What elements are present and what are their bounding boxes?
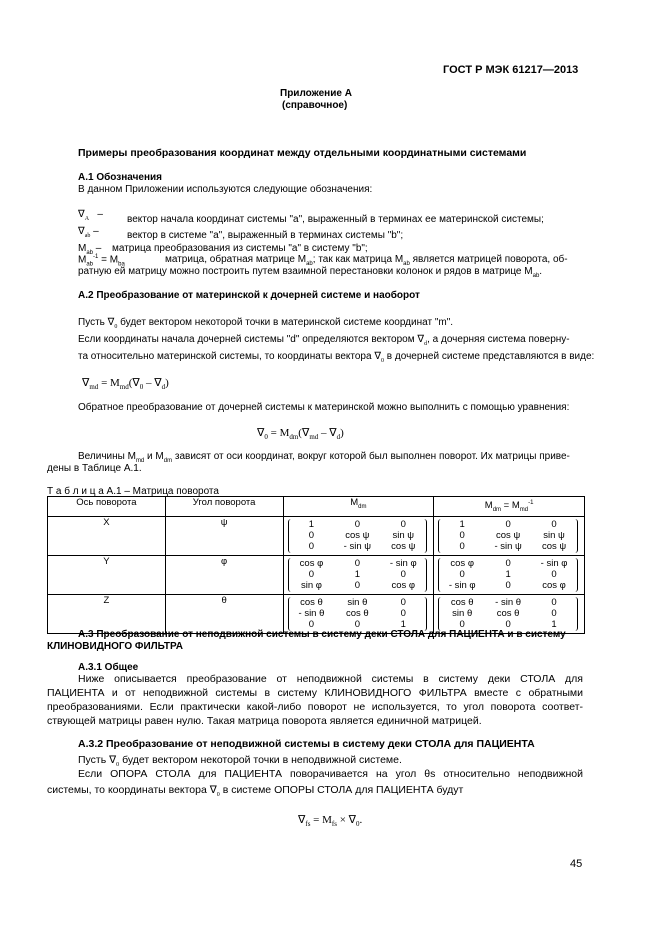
matrix-cell: sin θ [452, 608, 473, 620]
matrix-cell: 0 [551, 597, 557, 609]
document-id: ГОСТ Р МЭК 61217—2013 [443, 64, 579, 76]
matrix-cell: 0 [551, 569, 557, 581]
main-title: Примеры преобразования координат между отдельными координатными системами [78, 147, 527, 159]
rotation-table [47, 496, 585, 634]
a31-line3: преобразованиями. Если практически какой-либо поворот не используется, то угол поворота соответ- [47, 701, 583, 713]
axis-cell: Z [48, 595, 166, 634]
matrix-cell: cos φ [299, 558, 324, 570]
def2-symbol: $\nabla_{ab}$ – [78, 226, 99, 239]
section-a3-heading-2: КЛИНОВИДНОГО ФИЛЬТРА [47, 641, 183, 652]
equation-3: $\nabla_{fs} = M_{fs} \times \nabla_0$. [298, 814, 363, 829]
header-axis: Ось поворота [48, 497, 166, 517]
matrix-cell: cos ψ [345, 530, 370, 542]
matrix-cell: 0 [308, 541, 315, 553]
matrix-cell: cos φ [391, 580, 416, 592]
axis-cell: Y [48, 556, 166, 595]
def2-text: вектор в системе "a", выраженный в терминах системы "b"; [127, 230, 404, 241]
matrix-cell: sin ψ [392, 530, 415, 542]
def1-symbol: $\nabla_A$ – [78, 209, 103, 222]
matrix-cell: 1 [308, 519, 315, 531]
section-a1-intro: В данном Приложении используются следующие обозначения: [78, 184, 373, 195]
matrix-cell: 0 [400, 569, 406, 581]
matrix-cell: 0 [459, 541, 465, 553]
mdm-inverse-cell [434, 556, 585, 595]
matrix-cell: - sin φ [448, 580, 476, 592]
section-a31-heading: А.3.1 Общее [78, 662, 139, 673]
a2-p2a: Если координаты начала дочерней системы "d" определяются вектором $\nabla_d$, а дочерняя система поверну- [78, 334, 570, 347]
matrix-cell: 0 [551, 608, 557, 620]
matrix-cell: cos θ [450, 597, 474, 609]
table-row [48, 517, 585, 556]
matrix-cell: 0 [354, 580, 360, 592]
def4-symbol: $M_{ab}^{-1} = M_{ba}$ [78, 254, 125, 268]
matrix-cell: 0 [308, 569, 315, 581]
matrix-cell: cos ψ [541, 541, 567, 553]
matrix-cell: 1 [400, 619, 406, 631]
mdm-inverse-matrix [438, 597, 578, 631]
matrix-cell: 0 [551, 519, 557, 531]
equation-2: $\nabla_0 = M_{dm}(\nabla_{md} - \nabla_d)$ [257, 427, 344, 442]
a32-p2b: системы, то координаты вектора $\nabla_0$ в системе ОПОРЫ СТОЛА для ПАЦИЕНТА будут [47, 784, 464, 799]
matrix-cell: cos φ [450, 558, 474, 570]
table-row [48, 556, 585, 595]
def4-text: матрица, обратная матрице $M_{ab}$; так как матрица $M_{ab}$ является матрицей поворота, об- [165, 254, 568, 267]
header-angle: Угол поворота [165, 497, 283, 517]
table-caption: Т а б л и ц а А.1 – Матрица поворота [47, 486, 219, 497]
matrix-cell: cos θ [346, 608, 369, 620]
a32-p1: Пусть $\nabla_0$ будет вектором некоторой точки в неподвижной системе. [78, 754, 402, 769]
def4-cont: ратную ей матрицу можно построить путем взаимной перестановки колонок и рядов в матрице $M_{ab}$. [78, 266, 543, 279]
a31-line1: Ниже описывается преобразование от неподвижной системы в систему деки СТОЛА для [78, 673, 583, 685]
def3-text: матрица преобразования из системы "a" в систему "b"; [112, 243, 368, 254]
matrix-cell: cos θ [496, 608, 520, 620]
a32-p2a: Если ОПОРА СТОЛА для ПАЦИЕНТА поворачивается на угол θs относительно неподвижной [78, 768, 583, 780]
angle-cell: θ [165, 595, 283, 634]
matrix-cell: cos ψ [391, 541, 416, 553]
matrix-cell: cos φ [542, 580, 566, 592]
header-mdm: $M_{dm}$ [283, 497, 434, 517]
matrix-cell: 0 [505, 558, 511, 570]
matrix-cell: - sin φ [540, 558, 568, 570]
matrix-cell: 1 [551, 619, 557, 631]
section-a1-heading: А.1 Обозначения [78, 172, 162, 183]
matrix-cell: - sin ψ [343, 541, 372, 553]
matrix-cell: - sin ψ [494, 541, 522, 553]
matrix-cell: sin ψ [543, 530, 565, 542]
a31-line4: ствующей матрицы равен нулю. Такая матрица поворота является единичной матрицей. [47, 715, 482, 727]
matrix-cell: 0 [354, 558, 360, 570]
matrix-cell: sin φ [300, 580, 322, 592]
axis-cell: X [48, 517, 166, 556]
matrix-cell: - sin θ [298, 608, 325, 620]
angle-cell: φ [165, 556, 283, 595]
a31-line2: ПАЦИЕНТА и от неподвижной системы в систему КЛИНОВИДНОГО ФИЛЬТРА вместе с обратными [47, 687, 583, 699]
a2-p1: Пусть $\nabla_0$ будет вектором некоторой точки в материнской системе координат "m". [78, 317, 454, 330]
matrix-cell: cos ψ [496, 530, 521, 542]
mdm-cell [283, 595, 434, 634]
matrix-cell: - sin θ [495, 597, 522, 609]
matrix-cell: 0 [308, 530, 315, 542]
page-number: 45 [570, 858, 583, 870]
mdm-inverse-matrix [438, 519, 578, 553]
matrix-cell: 0 [459, 530, 465, 542]
matrix-cell: 0 [459, 569, 465, 581]
matrix-cell: 1 [505, 569, 511, 581]
mdm-matrix [288, 597, 428, 631]
mdm-inverse-cell [434, 517, 585, 556]
appendix-subtitle: (справочное) [282, 100, 348, 111]
matrix-cell: - sin φ [389, 558, 417, 570]
angle-cell: ψ [165, 517, 283, 556]
matrix-cell: 0 [354, 619, 360, 631]
table-row [48, 595, 585, 634]
matrix-cell: 1 [354, 569, 360, 581]
matrix-cell: sin θ [347, 597, 368, 609]
matrix-cell: 0 [505, 619, 511, 631]
mdm-matrix [288, 519, 428, 553]
matrix-cell: 1 [459, 519, 465, 531]
section-a2-heading: А.2 Преобразование от материнской к дочерней системе и наоборот [78, 290, 420, 301]
a2-p4a: Величины $M_{md}$ и $M_{dm}$ зависят от оси координат, вокруг которой был выполнен поворот. Их матрицы приве- [78, 451, 570, 464]
section-a3-heading-1: А.3 Преобразование от неподвижной системы в систему деки СТОЛА для ПАЦИЕНТА и в систему [78, 629, 566, 640]
matrix-cell: 0 [459, 619, 465, 631]
matrix-cell: 0 [505, 580, 511, 592]
mdm-matrix [288, 558, 428, 592]
matrix-cell: 0 [354, 519, 360, 531]
matrix-cell: 0 [400, 519, 406, 531]
matrix-cell: cos θ [300, 597, 323, 609]
header-mdm-inverse: $M_{dm} = M_{md}^{-1}$ [434, 497, 585, 517]
matrix-cell: 0 [505, 519, 511, 531]
matrix-cell: 0 [400, 597, 406, 609]
a2-p4b: дены в Таблице А.1. [47, 463, 142, 474]
a2-p2b: та относительно материнской системы, то координаты вектора $\nabla_0$ в дочерней системе представляются в виде: [78, 351, 595, 364]
section-a32-heading: А.3.2 Преобразование от неподвижной системы в систему деки СТОЛА для ПАЦИЕНТА [78, 738, 535, 750]
mdm-inverse-cell [434, 595, 585, 634]
mdm-inverse-matrix [438, 558, 578, 592]
def3-symbol: $M_{ab}$ – [78, 243, 102, 256]
a2-p3: Обратное преобразование от дочерней системы к материнской можно выполнить с помощью уравнения: [78, 402, 570, 413]
matrix-cell: 0 [308, 619, 315, 631]
mdm-cell [283, 556, 434, 595]
matrix-cell: 0 [400, 608, 406, 620]
def1-text: вектор начала координат системы "a", выраженный в терминах ее материнской системы; [127, 214, 544, 225]
mdm-cell [283, 517, 434, 556]
appendix-title: Приложение А [280, 88, 352, 99]
equation-1: $\nabla_{md} = M_{md}(\nabla_0 - \nabla_d)$ [82, 377, 169, 392]
